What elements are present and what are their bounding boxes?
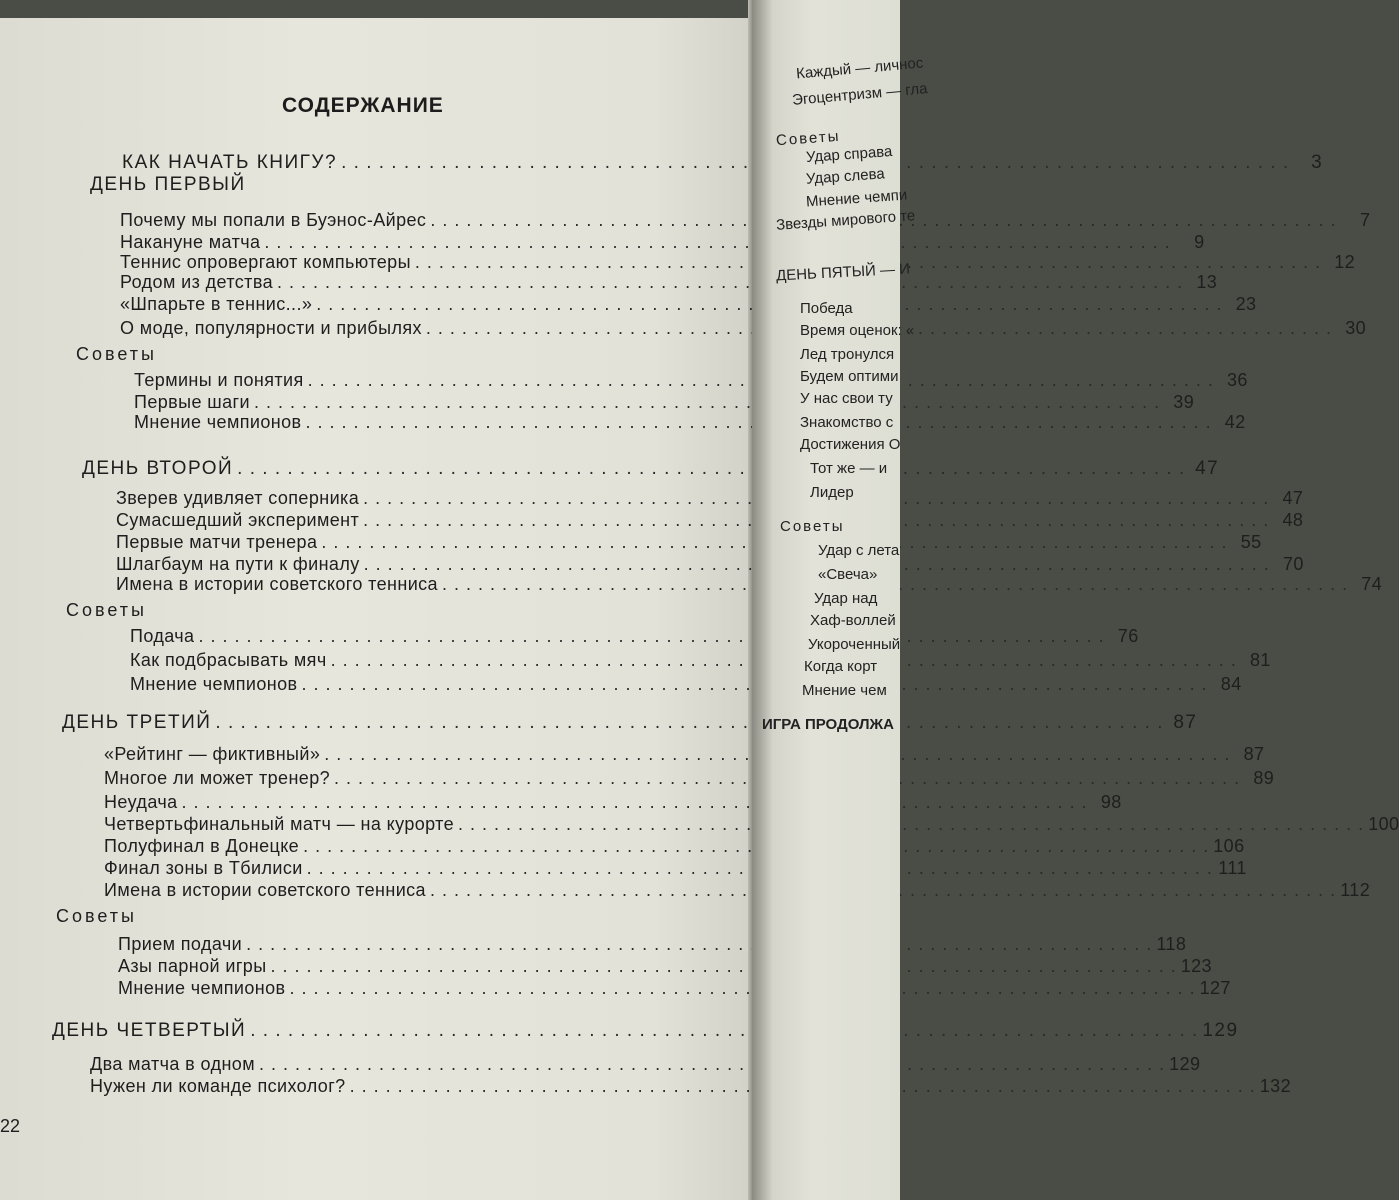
entry-page: 9 [1194, 232, 1205, 252]
right-line: Укороченный [808, 636, 901, 653]
page-number: 22 [0, 1116, 21, 1136]
entry-page: 106 [1213, 836, 1245, 856]
toc-entry [104, 768, 1275, 790]
entry-label: «Рейтинг — фиктивный» [104, 744, 321, 764]
right-line: Каждый — личнос [795, 54, 924, 83]
right-line: Советы [780, 518, 845, 535]
toc-entry [104, 744, 1265, 766]
entry-page: 81 [1249, 650, 1271, 670]
toc-entry [104, 792, 1122, 814]
entry-page: 23 [1235, 294, 1257, 314]
entry-label: Накануне матча [120, 232, 261, 252]
toc-entry [120, 232, 1205, 254]
toc-entry [118, 934, 1187, 956]
entry-page: 76 [1117, 626, 1139, 646]
entry-page: 74 [1361, 574, 1383, 594]
entry-label: Нужен ли команде психолог? [90, 1076, 346, 1096]
toc-entry [130, 674, 1242, 696]
entry-page: 55 [1240, 532, 1262, 552]
entry-label: Термины и понятия [134, 370, 304, 390]
right-line: ДЕНЬ ПЯТЫЙ — И [775, 260, 911, 285]
entry-label: Мнение чемпионов [130, 674, 298, 694]
entry-label: Полуфинал в Донецке [104, 836, 300, 856]
entry-label: О моде, популярности и прибылях [120, 318, 422, 338]
right-line: Лидер [810, 484, 854, 501]
right-line: Знакомство с [800, 414, 894, 431]
toc-entry [104, 858, 1247, 880]
entry-label: Первые матчи тренера [116, 532, 318, 552]
toc-entry [118, 978, 1231, 1000]
right-line: Хаф-воллей [810, 612, 896, 629]
right-line: Эгоцентризм — гла [791, 80, 929, 109]
toc-entry [90, 1076, 1291, 1098]
right-line: У нас свои ту [800, 390, 893, 407]
entry-label: Зверев удивляет соперника [116, 488, 360, 508]
entry-page: 3 [1311, 152, 1324, 173]
right-line: Лед тронулся [800, 346, 895, 363]
entry-page: 112 [1340, 880, 1371, 900]
entry-page: 89 [1253, 768, 1275, 788]
right-line: Достижения О [800, 436, 901, 453]
entry-page: 12 [1334, 252, 1356, 272]
entry-label: Первые шаги [134, 392, 250, 412]
section-heading: Советы [56, 906, 137, 926]
entry-page: 7 [1360, 210, 1371, 230]
right-line: Звезды мирового те [775, 207, 916, 234]
entry-page: 129 [1169, 1054, 1201, 1074]
toc-entry [104, 836, 1245, 858]
entry-page: 129 [1202, 1020, 1239, 1041]
entry-label: ДЕНЬ ВТОРОЙ [82, 458, 234, 479]
entry-label: Имена в истории советского тенниса [104, 880, 426, 900]
entry-label: Финал зоны в Тбилиси [104, 858, 303, 878]
entry-page: 36 [1227, 370, 1248, 390]
entry-label: Родом из детства [120, 272, 274, 292]
entry-label: ДЕНЬ ПЕРВЫЙ [90, 174, 246, 195]
entry-label: Мнение чемпионов [134, 412, 302, 432]
entry-label: Неудача [104, 792, 178, 812]
right-line: Победа [800, 300, 853, 317]
entry-page: 87 [1173, 712, 1198, 733]
right-line: Мнение чем [802, 682, 887, 699]
entry-page: 47 [1282, 488, 1304, 508]
entry-label: Подача [130, 626, 195, 646]
entry-label: Четвертьфинальный матч — на курорте [104, 814, 455, 834]
entry-label: ДЕНЬ ЧЕТВЕРТЫЙ [52, 1020, 247, 1041]
section-heading: Советы [66, 600, 147, 620]
entry-page: 39 [1173, 392, 1195, 412]
entry-page: 132 [1259, 1076, 1291, 1096]
entry-page: 42 [1224, 412, 1246, 432]
entry-label: Теннис опровергают компьютеры [120, 252, 411, 272]
entry-label: «Шпарьте в теннис...» [120, 294, 313, 314]
right-line: Удар с лета [818, 542, 900, 559]
toc-entry [104, 880, 1371, 902]
entry-label: Шлагбаум на пути к финалу [116, 554, 360, 574]
right-line: «Свеча» [818, 566, 878, 583]
entry-label: Мнение чемпионов [118, 978, 286, 998]
entry-page: 30 [1345, 318, 1367, 338]
entry-page: 48 [1282, 510, 1304, 530]
toc-day-heading [90, 174, 390, 196]
right-line: Время оценок: « [800, 322, 915, 339]
entry-page: 84 [1220, 674, 1242, 694]
right-line: Когда корт [804, 658, 878, 675]
entry-label: Прием подачи [118, 934, 243, 954]
entry-page: 111 [1218, 858, 1247, 878]
entry-page: 70 [1282, 554, 1304, 574]
entry-page: 127 [1199, 978, 1231, 998]
right-line: Мнение чемпи [805, 186, 908, 211]
right-line: Будем оптими [800, 368, 899, 385]
right-line: Советы [775, 127, 841, 150]
right-line: Удар над [814, 590, 878, 607]
right-page [752, 0, 929, 1200]
entry-page: 47 [1195, 458, 1220, 479]
section-heading: Советы [76, 344, 157, 364]
toc-entry [118, 956, 1212, 978]
right-line: Удар справа [805, 143, 893, 166]
entry-page: 123 [1180, 956, 1212, 976]
entry-page: 87 [1243, 744, 1265, 764]
entry-label: Почему мы попали в Буэнос-Айрес [120, 210, 427, 230]
right-line: ИГРА ПРОДОЛЖА [762, 716, 894, 733]
entry-label: ДЕНЬ ТРЕТИЙ [62, 712, 212, 733]
toc-entry [90, 1054, 1201, 1076]
entry-page: 98 [1100, 792, 1122, 812]
entry-label: Многое ли может тренер? [104, 768, 331, 788]
entry-label: Имена в истории советского тенниса [116, 574, 438, 594]
entry-label: Два матча в одном [90, 1054, 255, 1074]
entry-label: КАК НАЧАТЬ КНИГУ? [122, 152, 338, 173]
toc-entry [52, 1020, 1239, 1042]
entry-label: Сумасшедший эксперимент [116, 510, 360, 530]
page-title: СОДЕРЖАНИЕ [282, 94, 444, 117]
toc-entry [104, 814, 1399, 836]
right-line: Удар слева [805, 165, 886, 188]
entry-label: Как подбрасывать мяч [130, 650, 327, 670]
right-line: Тот же — и [810, 460, 888, 477]
entry-page: 100 [1368, 814, 1399, 834]
entry-page: 13 [1196, 272, 1218, 292]
entry-page: 118 [1156, 934, 1187, 954]
entry-label: Азы парной игры [118, 956, 267, 976]
